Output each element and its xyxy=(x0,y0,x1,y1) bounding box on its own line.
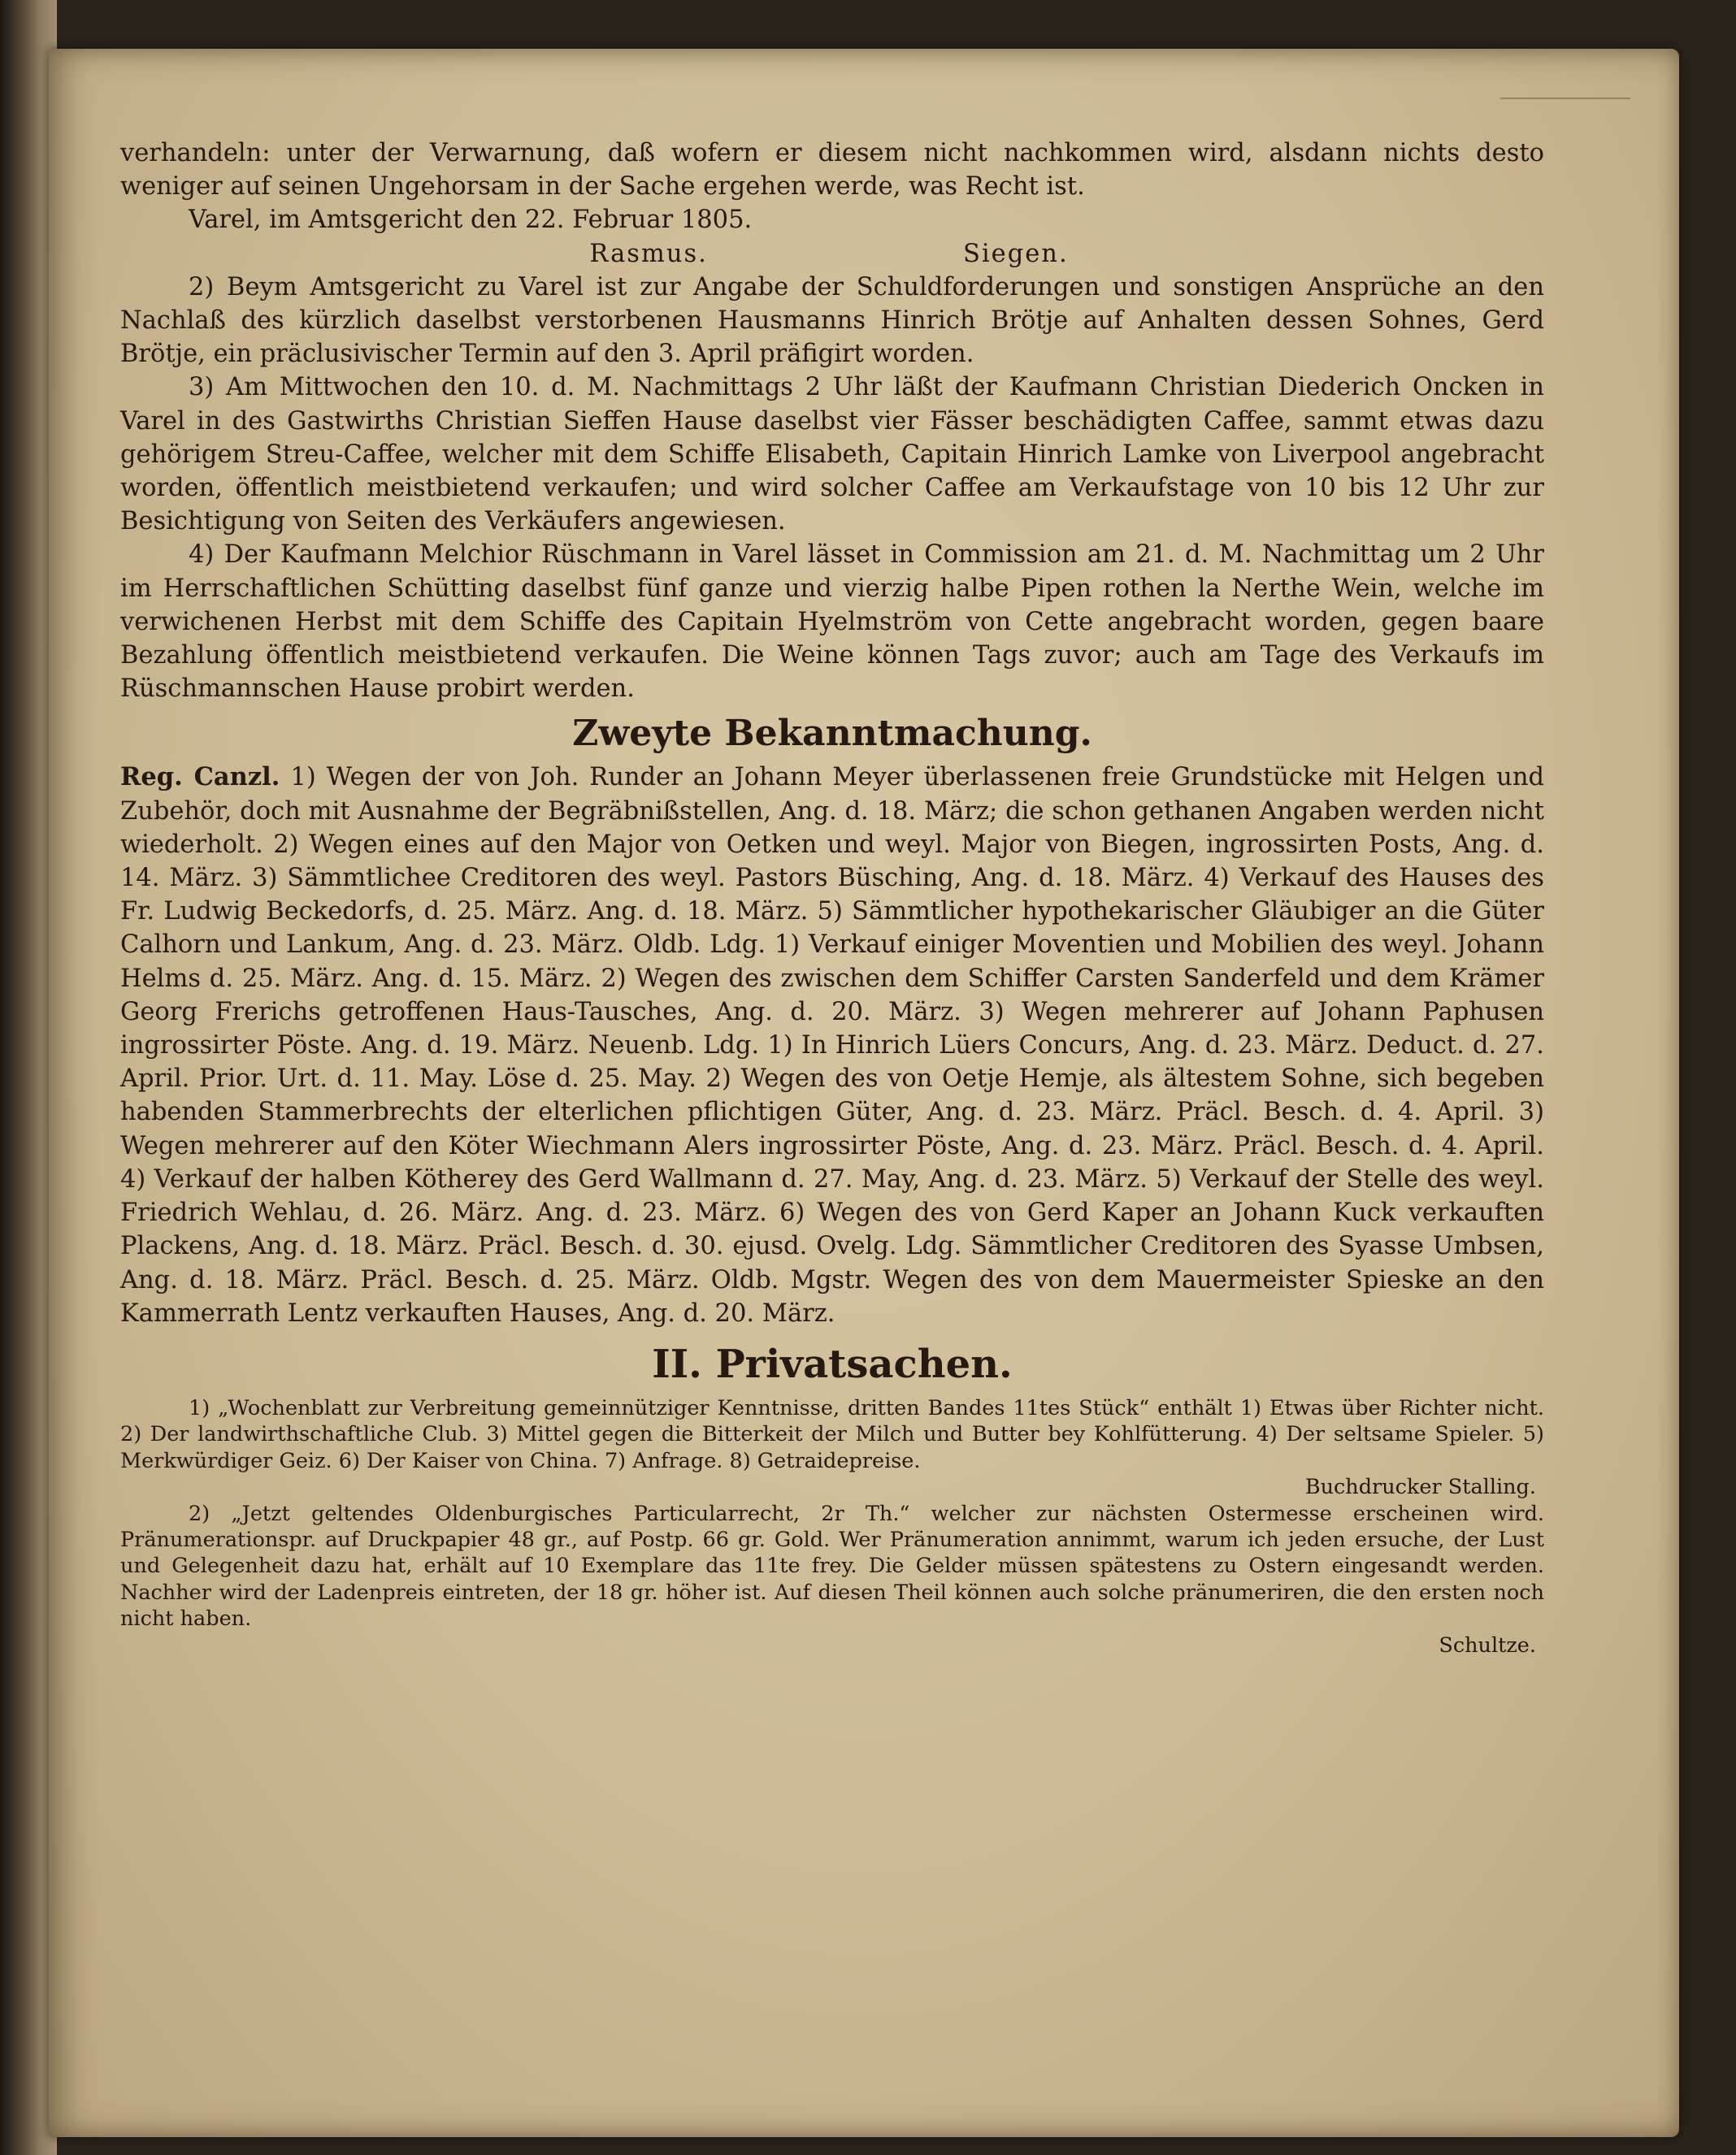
top-edge-mark xyxy=(1500,98,1630,99)
heading-zweyte-bekanntmachung: Zweyte Bekanntmachung. xyxy=(572,713,1092,755)
paragraph-continuation: verhandeln: unter der Verwarnung, daß wofern er diesem nicht nachkommen wird, alsdann nichts desto weniger auf seinen Ungehorsam in der Sache ergehen werde, was Recht ist. xyxy=(120,139,1544,202)
dateline: Varel, im Amtsgericht den 22. Februar 1805. xyxy=(189,206,753,235)
signature-siegen: Siegen. xyxy=(963,239,1069,268)
notice-3: 3) Am Mittwochen den 10. d. M. Nachmittags 2 Uhr läßt der Kaufmann Christian Diederich Oncken in Varel in des Gastwirths Christian Sieffen Hause daselbst vier Fässer beschädigten Caffee, sammt etwas dazu gehörigem Streu-Caffee, welcher mit dem Schiffe Elisabeth, Capitain Hinrich Lamke von Liverpool angebracht worden, öffentlich meistbietend verkaufen; und wird solcher Caffee am Verkaufstage von 10 bis 12 Uhr zur Besichtigung von Seiten des Verkäufers angewiesen. xyxy=(120,373,1544,536)
document-body xyxy=(120,137,1544,1659)
section-lead-reg-canzl: Reg. Canzl. xyxy=(120,762,280,792)
section-second-announcement xyxy=(120,761,1544,1329)
heading-privatsachen: II. Privatsachen. xyxy=(652,1341,1013,1387)
signature-line xyxy=(120,237,1544,271)
section-second-text: 1) Wegen der von Joh. Runder an Johann Meyer überlassenen freie Grundstücke mit Helgen und Zubehör, doch mit Ausnahme der Begräbnißstellen, Ang. d. 18. März; die schon gethanen Angaben werden nicht wiederholt. 2) Wegen eines auf den Major von Oetken und weyl. Major von Biegen, ingrossirten Posts, Ang. d. 14. März. 3) Sämmtlichee Creditoren des weyl. Pastors Büsching, Ang. d. 18. März. 4) Verkauf des Hauses des Fr. Ludwig Beckedorfs, d. 25. März. Ang. d. 18. März. 5) Sämmtlicher hypothekarischer Gläubiger an die Güter Calhorn und Lankum, Ang. d. 23. März. Oldb. Ldg. 1) Verkauf einiger Moventien und Mobilien des weyl. Johann Helms d. 25. März. Ang. d. 15. März. 2) Wegen des zwischen dem Schiffer Carsten Sanderfeld und dem Krämer Georg Frerichs getroffenen Haus-Tausches, Ang. d. 20. März. 3) Wegen mehrerer auf Johann Paphusen ingrossirter Pöste. Ang. d. 19. März. Neuenb. Ldg. 1) In Hinrich Lüers Concurs, Ang. d. 23. März. Deduct. d. 27. April. Prior. Urt. d. 11. May. Löse d. 25. May. 2) Wegen des von Oetje Hemje, als ältestem Sohne, sich begeben habenden Stammerbrechts der elterlichen pflichtigen Güter, Ang. d. 23. März. Präcl. Besch. d. 4. April. 3) Wegen mehrerer auf den Köter Wiechmann Alers ingrossirter Pöste, Ang. d. 23. März. Präcl. Besch. d. 4. April. 4) Verkauf der halben Kötherey des Gerd Wallmann d. 27. May, Ang. d. 23. März. 5) Verkauf der Stelle des weyl. Friedrich Wehlau, d. 26. März. Ang. d. 23. März. 6) Wegen des von Gerd Kaper an Johann Kuck verkauften Plackens, Ang. d. 18. März. Präcl. Besch. d. 30. ejusd. Ovelg. Ldg. Sämmtlicher Creditoren des Syasse Umbsen, Ang. d. 18. März. Präcl. Besch. d. 25. März. Oldb. Mgstr. Wegen des von dem Mauermeister Spieske an den Kammerrath Lentz verkauften Hauses, Ang. d. 20. März. xyxy=(120,763,1544,1328)
private-notices xyxy=(120,1395,1544,1659)
notice-2: 2) Beym Amtsgericht zu Varel ist zur Angabe der Schuldforderungen und sonstigen Ansprüche an den Nachlaß des kürzlich daselbst verstorbenen Hausmanns Hinrich Brötje auf Anhalten dessen Sohnes, Gerd Brötje, ein präclusivischer Termin auf den 3. April präfigirt worden. xyxy=(120,272,1544,369)
private-notice-1-signature: Buchdrucker Stalling. xyxy=(1304,1475,1536,1500)
notice-4: 4) Der Kaufmann Melchior Rüschmann in Varel lässet in Commission am 21. d. M. Nachmittag um 2 Uhr im Herrschaftlichen Schütting daselbst fünf ganze und vierzig halbe Pipen rothen la Nerthe Wein, welche im verwichenen Herbst mit dem Schiffe des Capitain Hyelmström von Cette angebracht worden, gegen baare Bezahlung öffentlich meistbietend verkaufen. Die Weine können Tags zuvor; auch am Tage des Verkaufs im Rüschmannschen Hause probirt werden. xyxy=(120,540,1544,704)
private-notice-2-signature: Schultze. xyxy=(1439,1633,1536,1658)
paper-page xyxy=(49,49,1679,2137)
private-notice-2: 2) „Jetzt geltendes Oldenburgisches Particularrecht, 2r Th.“ welcher zur nächsten Ostermesse erscheinen wird. Pränumerationspr. auf Druckpapier 48 gr., auf Postp. 66 gr. Gold. Wer Pränumeration annimmt, warum ich jeden ersuche, der Lust und Gelegenheit dazu hat, erhält auf 10 Exemplare das 11te frey. Die Gelder müssen spätestens zu Ostern eingesandt werden. Nachher wird der Ladenpreis eintreten, der 18 gr. höher ist. Auf diesen Theil können auch solche pränumeriren, die den ersten noch nicht haben. xyxy=(120,1501,1544,1632)
signature-rasmus: Rasmus. xyxy=(589,239,708,268)
private-notice-1: 1) „Wochenblatt zur Verbreitung gemeinnütziger Kenntnisse, dritten Bandes 11tes Stück“ enthält 1) Etwas über Richter nicht. 2) Der landwirthschaftliche Club. 3) Mittel gegen die Bitterkeit der Milch und Butter bey Kohlfütterung. 4) Der seltsame Spieler. 5) Merkwürdiger Geiz. 6) Der Kaiser von China. 7) Anfrage. 8) Getraidepreise. xyxy=(120,1395,1544,1473)
